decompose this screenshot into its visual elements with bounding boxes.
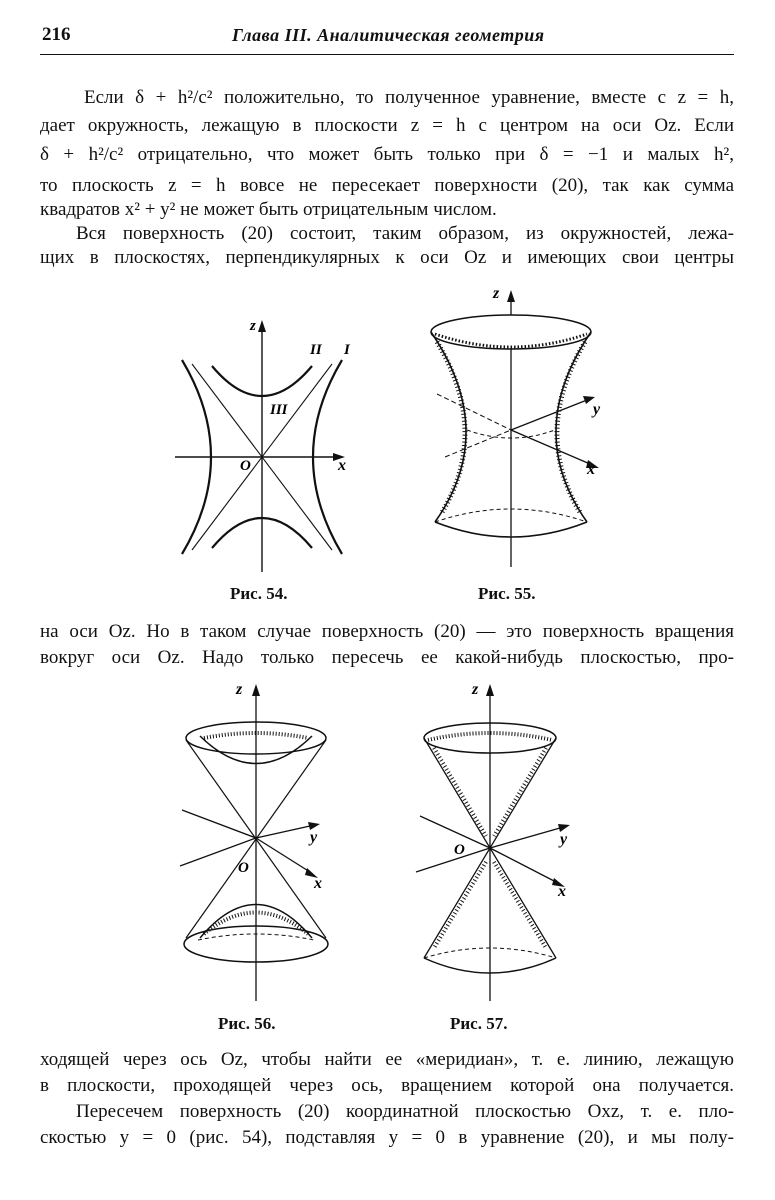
figure-57-caption: Рис. 57. [450, 1014, 508, 1033]
fig57-label-y: y [560, 831, 568, 848]
fig57-label-origin: O [454, 842, 465, 858]
figure-56-caption: Рис. 56. [218, 1014, 276, 1033]
fig56-label-origin: O [238, 860, 249, 876]
text-line: на оси Oz. Но в таком случае поверхность (20) — это поверхность вращения [40, 621, 734, 642]
fig54-label-x: x [338, 457, 346, 474]
fig55-label-z: z [493, 285, 500, 302]
fig56-label-z: z [236, 681, 243, 698]
figure-55-hyperboloid-one-sheet [415, 282, 625, 572]
fig57-label-z: z [472, 681, 479, 698]
figure-56-hyperboloid-two-sheets [170, 676, 350, 1006]
text-line: в плоскости, проходящей через ось, вращением которой она получается. [40, 1075, 734, 1096]
page-number: 216 [42, 24, 71, 45]
text-line: δ + h²/c² отрицательно, что может быть только при δ = −1 и малых h², [40, 144, 734, 165]
text-line: скостью y = 0 (рис. 54), подставляя y = 0 в уравнение (20), и мы полу- [40, 1127, 734, 1148]
fig54-label-III: III [270, 402, 288, 418]
fig54-label-I: I [344, 342, 350, 358]
fig55-label-x: x [587, 461, 595, 478]
fig54-label-II: II [310, 342, 322, 358]
fig56-label-y: y [310, 829, 318, 846]
fig54-label-origin: O [240, 458, 251, 474]
fig54-label-z: z [250, 318, 256, 334]
figure-54-hyperbolas [170, 310, 360, 575]
figure-54-caption: Рис. 54. [230, 584, 288, 603]
figure-55-caption: Рис. 55. [478, 584, 536, 603]
text-line: ходящей через ось Oz, чтобы найти ее «меридиан», т. е. линию, лежащую [40, 1049, 734, 1070]
text-line: Вся поверхность (20) состоит, таким образом, из окружностей, лежа- [76, 223, 734, 244]
text-line: щих в плоскостях, перпендикулярных к оси Oz и имеющих свои центры [40, 247, 734, 268]
text-line: вокруг оси Oz. Надо только пересечь ее какой-нибудь плоскостью, про- [40, 647, 734, 668]
running-title: Глава III. Аналитическая геометрия [232, 25, 545, 45]
fig55-label-y: y [593, 401, 601, 418]
text-line: квадратов x² + y² не может быть отрицательным числом. [40, 199, 497, 220]
figure-57-cone [410, 676, 590, 1006]
header-rule [40, 54, 734, 55]
fig57-label-x: x [558, 883, 566, 900]
text-line: Пересечем поверхность (20) координатной плоскостью Oxz, т. е. пло- [76, 1101, 734, 1122]
text-line: дает окружность, лежащую в плоскости z = h с центром на оси Oz. Если [40, 115, 734, 136]
text-line: то плоскость z = h вовсе не пересекает поверхности (20), так как сумма [40, 175, 734, 196]
fig56-label-x: x [314, 875, 322, 892]
text-line: Если δ + h²/c² положительно, то полученное уравнение, вместе с z = h, [84, 87, 734, 108]
